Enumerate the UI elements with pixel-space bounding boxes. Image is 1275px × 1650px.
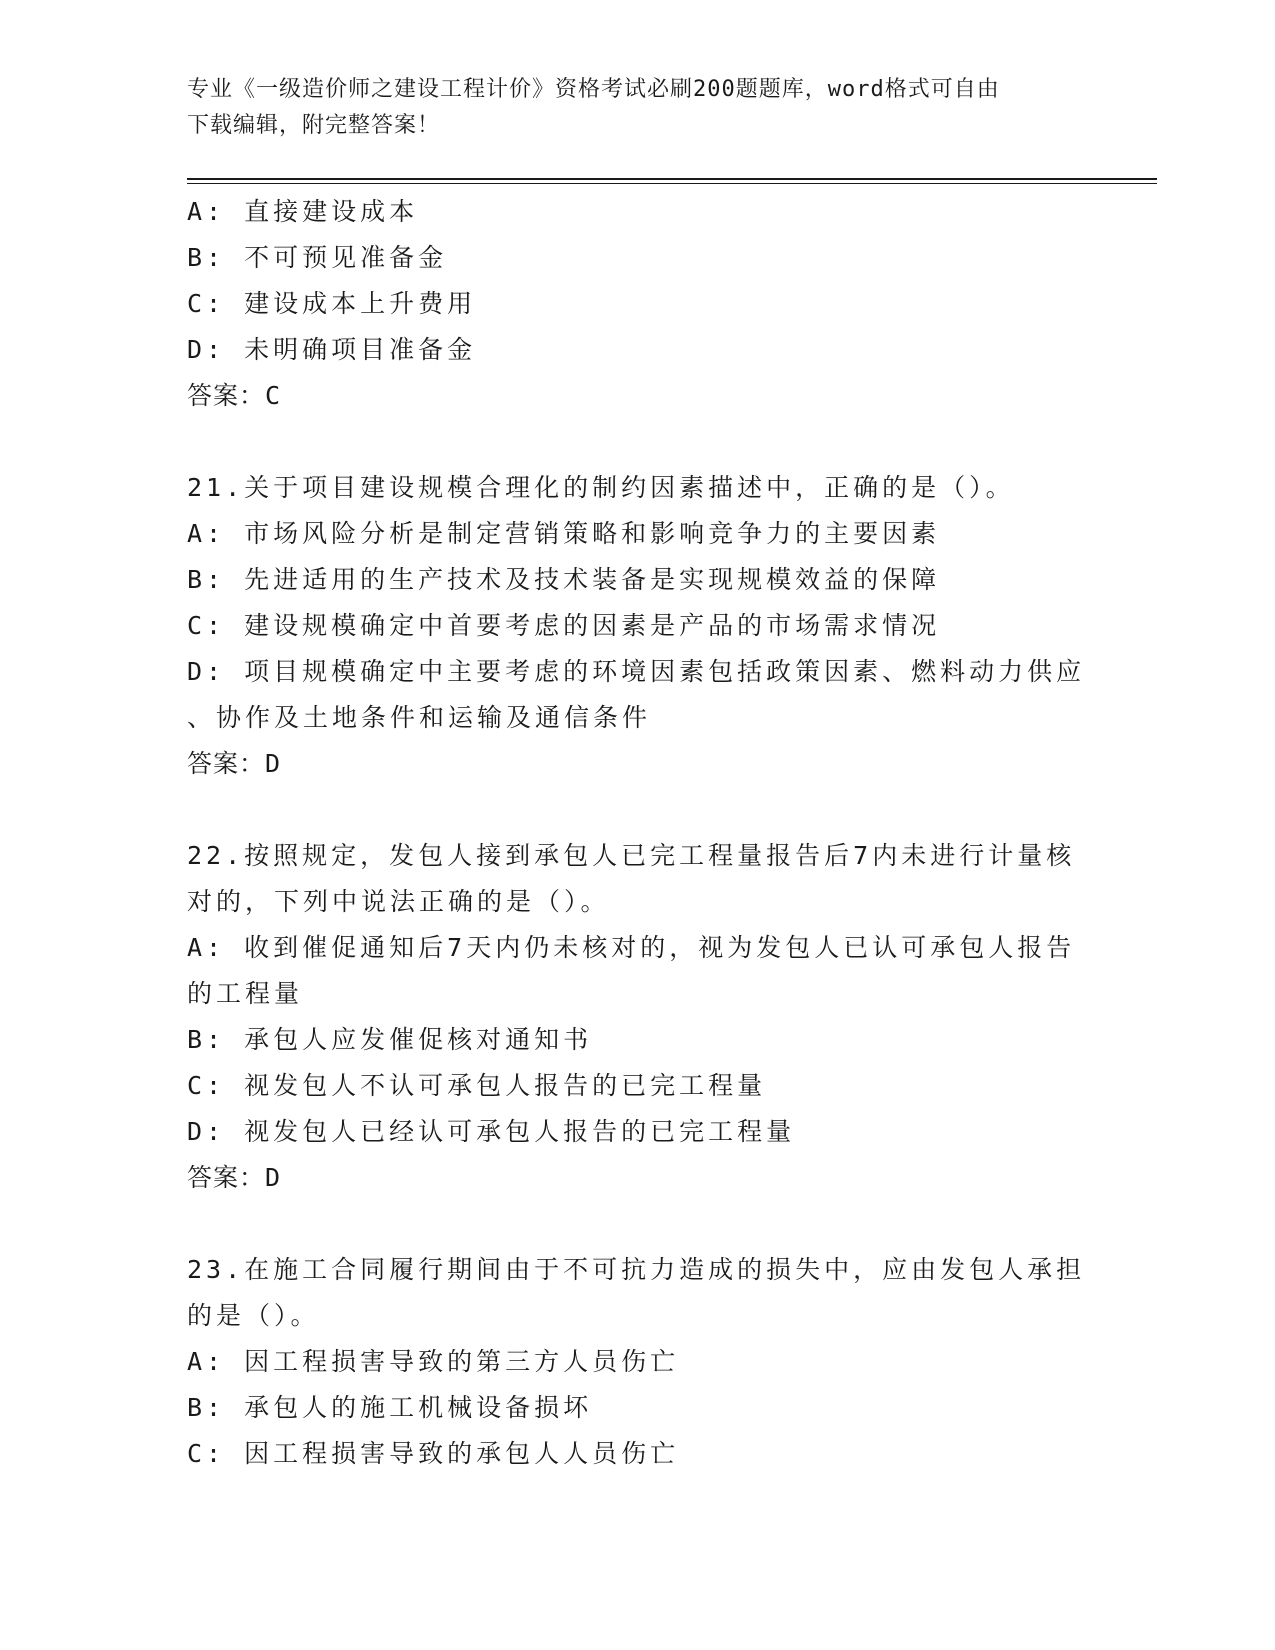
document-header — [187, 72, 1067, 144]
option-c: C: 视发包人不认可承包人报告的已完工程量 — [187, 1071, 767, 1100]
block-spacer — [187, 787, 1077, 833]
option-a: A: 直接建设成本 — [187, 197, 419, 226]
answer-line: 答案：C — [187, 381, 282, 410]
option-b: B: 承包人的施工机械设备损坏 — [187, 1393, 593, 1422]
question-block — [187, 189, 1077, 419]
header-divider-thick — [187, 178, 1157, 180]
question-stem: 21.关于项目建设规模合理化的制约因素描述中，正确的是（）。 — [187, 473, 1015, 502]
header-divider-thin — [187, 183, 1157, 184]
option-a: A: 因工程损害导致的第三方人员伤亡 — [187, 1347, 680, 1376]
option-c: C: 因工程损害导致的承包人人员伤亡 — [187, 1439, 680, 1468]
block-spacer — [187, 419, 1077, 465]
option-d: D: 项目规模确定中主要考虑的环境因素包括政策因素、燃料动力供应 — [187, 657, 1086, 686]
question-stem-continued: 的是（）。 — [187, 1301, 320, 1330]
header-line-1: 专业《一级造价师之建设工程计价》资格考试必刷200题题库，word格式可自由 — [187, 77, 1000, 102]
option-c: C: 建设成本上升费用 — [187, 289, 477, 318]
block-spacer — [187, 1201, 1077, 1247]
question-stem: 23.在施工合同履行期间由于不可抗力造成的损失中，应由发包人承担 — [187, 1255, 1086, 1284]
option-a: A: 收到催促通知后7天内仍未核对的，视为发包人已认可承包人报告 — [187, 933, 1076, 962]
question-list — [187, 189, 1086, 1477]
option-b: B: 承包人应发催促核对通知书 — [187, 1025, 593, 1054]
option-d: D: 视发包人已经认可承包人报告的已完工程量 — [187, 1117, 796, 1146]
question-block — [187, 1247, 1086, 1477]
question-stem: 22.按照规定，发包人接到承包人已完工程量报告后7内未进行计量核 — [187, 841, 1076, 870]
question-block — [187, 465, 1086, 787]
option-b: B: 不可预见准备金 — [187, 243, 448, 272]
option-d: D: 未明确项目准备金 — [187, 335, 477, 364]
option-d-continued: 、协作及土地条件和运输及通信条件 — [187, 703, 652, 732]
answer-line: 答案：D — [187, 749, 282, 778]
question-stem-continued: 对的，下列中说法正确的是（）。 — [187, 887, 610, 916]
header-line-2: 下载编辑，附完整答案！ — [187, 113, 441, 138]
answer-line: 答案：D — [187, 1163, 282, 1192]
option-a: A: 市场风险分析是制定营销策略和影响竞争力的主要因素 — [187, 519, 941, 548]
option-a-continued: 的工程量 — [187, 979, 304, 1008]
option-c: C: 建设规模确定中首要考虑的因素是产品的市场需求情况 — [187, 611, 941, 640]
option-b: B: 先进适用的生产技术及技术装备是实现规模效益的保障 — [187, 565, 941, 594]
question-block — [187, 833, 1077, 1201]
